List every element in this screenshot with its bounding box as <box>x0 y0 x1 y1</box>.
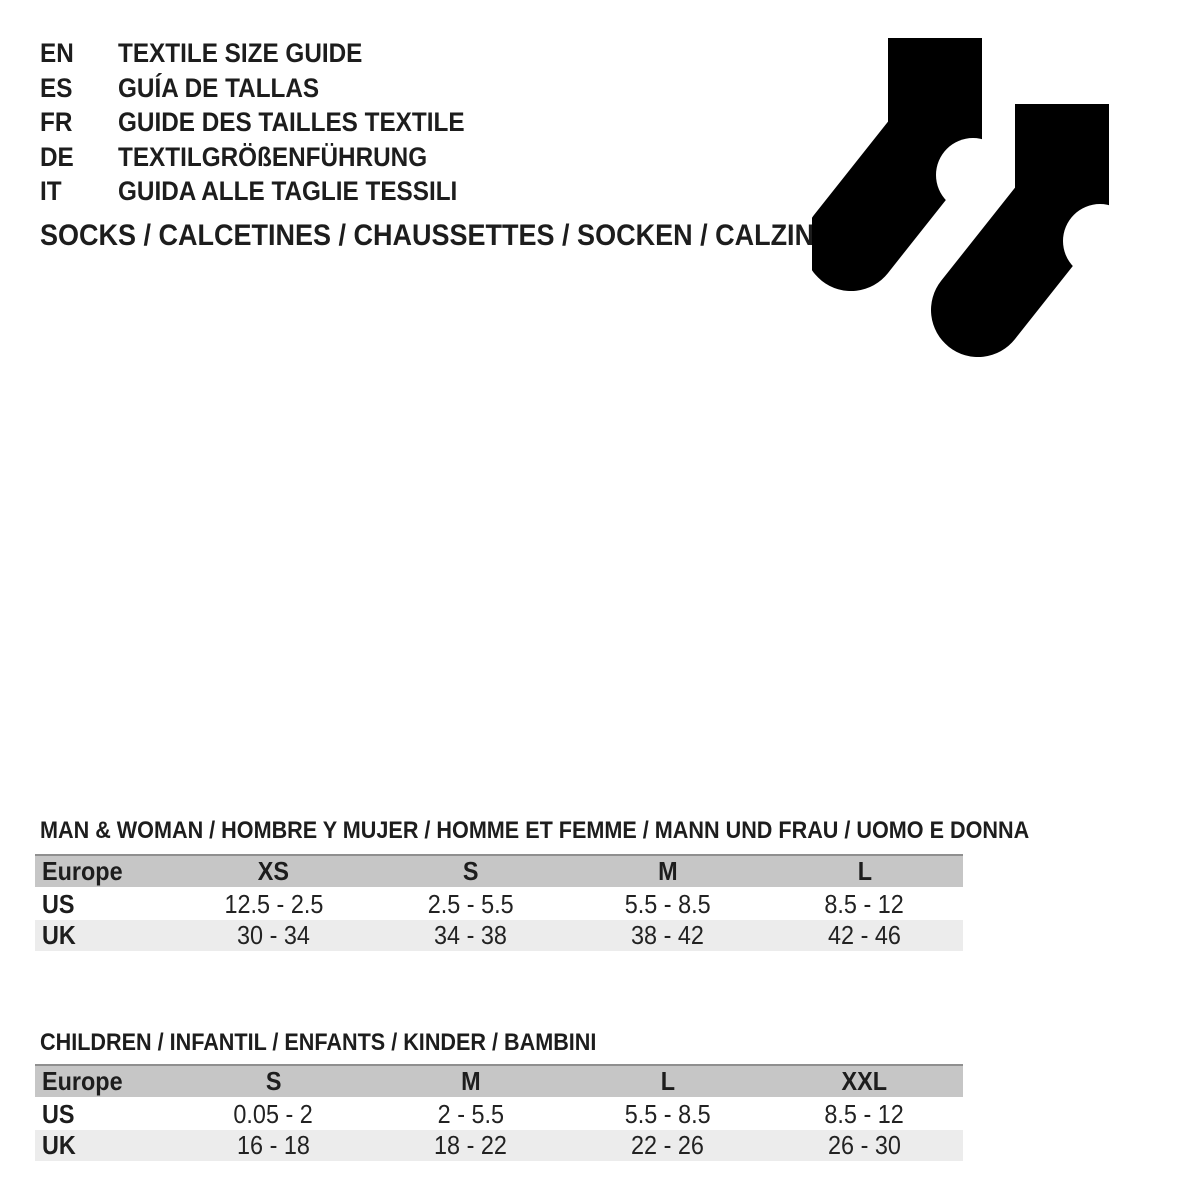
size-cell: 5.5 - 8.5 <box>624 1099 711 1129</box>
lang-title: TEXTILGRÖßENFÜHRUNG <box>118 141 428 172</box>
lang-title: TEXTILE SIZE GUIDE <box>118 38 363 68</box>
size-cell: 12.5 - 2.5 <box>224 889 323 919</box>
row-label: US <box>42 889 75 919</box>
socks-icon <box>812 28 1112 368</box>
children-section <box>35 1028 963 1161</box>
children-table-title: CHILDREN / INFANTIL / ENFANTS / KINDER / BAMBINI <box>40 1029 597 1056</box>
size-cell: 0.05 - 2 <box>233 1099 314 1129</box>
row-label: US <box>42 1099 75 1129</box>
table-row-us <box>35 889 963 920</box>
lang-title: GUIDE DES TAILLES TEXTILE <box>118 107 465 137</box>
man-woman-table-title: MAN & WOMAN / HOMBRE Y MUJER / HOMME ET FEMME / MANN UND FRAU / UOMO E DONNA <box>40 817 1030 844</box>
lang-code: DE <box>40 141 74 172</box>
header-cell-region: Europe <box>42 1066 123 1096</box>
lang-code: ES <box>40 72 73 103</box>
row-label: UK <box>42 920 76 950</box>
size-cell: 8.5 - 12 <box>824 889 905 919</box>
children-size-table <box>35 1064 963 1161</box>
size-cell: 2.5 - 5.5 <box>427 889 514 919</box>
header-cell-size: L <box>857 856 872 886</box>
man-woman-size-table <box>35 854 963 951</box>
size-cell: 18 - 22 <box>434 1130 507 1160</box>
table-row-us <box>35 1099 963 1130</box>
lang-code: IT <box>40 176 62 206</box>
table-row-uk <box>35 920 963 951</box>
size-cell: 30 - 34 <box>237 920 310 950</box>
lang-title: GUIDA ALLE TAGLIE TESSILI <box>118 176 458 206</box>
size-cell: 38 - 42 <box>631 920 704 950</box>
size-cell: 8.5 - 12 <box>824 1099 905 1129</box>
size-cell: 2 - 5.5 <box>437 1099 504 1129</box>
lang-title: GUÍA DE TALLAS <box>118 72 320 103</box>
lang-code: FR <box>40 107 73 137</box>
table-header-row <box>35 1064 963 1097</box>
lang-code: EN <box>40 38 74 68</box>
size-cell: 22 - 26 <box>631 1130 704 1160</box>
header-cell-size: S <box>462 856 479 886</box>
header-cell-size: XS <box>257 856 290 886</box>
header-cell-size: M <box>657 856 678 886</box>
header-cell-size: S <box>265 1066 282 1096</box>
product-category-title: SOCKS / CALCETINES / CHAUSSETTES / SOCKEN / CALZINI <box>40 219 822 252</box>
man-woman-section <box>35 816 1030 951</box>
row-label: UK <box>42 1130 76 1160</box>
size-cell: 26 - 30 <box>828 1130 901 1160</box>
size-cell: 42 - 46 <box>828 920 901 950</box>
table-row-uk <box>35 1130 963 1161</box>
header-cell-size: XXL <box>841 1066 888 1096</box>
language-title-block <box>40 36 503 209</box>
table-header-row <box>35 854 963 887</box>
size-cell: 34 - 38 <box>434 920 507 950</box>
size-cell: 5.5 - 8.5 <box>624 889 711 919</box>
header-cell-size: L <box>660 1066 675 1096</box>
header-cell-region: Europe <box>42 856 123 886</box>
header-cell-size: M <box>460 1066 481 1096</box>
size-cell: 16 - 18 <box>237 1130 310 1160</box>
